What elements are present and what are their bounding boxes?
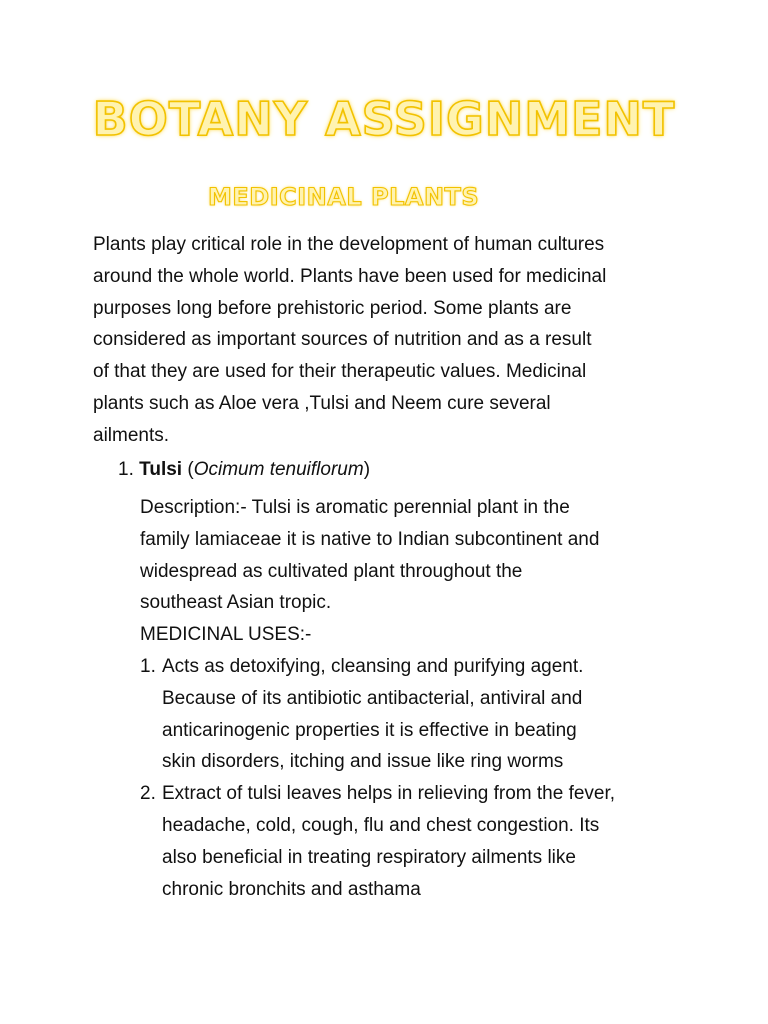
description-line: family lamiaceae it is native to Indian subcontinent and — [140, 528, 600, 550]
plant-name: Tulsi — [139, 459, 183, 480]
intro-line: considered as important sources of nutrition and as a result — [93, 329, 592, 351]
use-line: Because of its antibiotic antibacterial, antiviral and — [162, 687, 583, 709]
description-line: Description:- Tulsi is aromatic perennial plant in the — [140, 497, 570, 518]
description-line: widespread as cultivated plant throughout the — [140, 560, 523, 582]
intro-line: purposes long before prehistoric period. Some plants are — [93, 297, 572, 319]
use-item — [140, 778, 720, 905]
plant-description — [140, 492, 720, 905]
close-paren: ) — [363, 459, 371, 480]
intro-paragraph — [93, 229, 713, 452]
intro-line: plants such as Aloe vera ,Tulsi and Neem cure several — [93, 392, 551, 414]
use-line: anticarinogenic properties it is effective in beating — [162, 719, 577, 741]
intro-line: around the whole world. Plants have been used for medicinal — [93, 265, 607, 287]
use-line: chronic bronchits and asthama — [162, 878, 421, 900]
intro-line: ailments. — [93, 424, 170, 446]
uses-heading: MEDICINAL USES:- — [140, 624, 312, 646]
plant-heading — [118, 459, 370, 481]
intro-line: Plants play critical role in the development of human cultures — [93, 234, 605, 255]
use-item — [140, 651, 720, 778]
use-line: Acts as detoxifying, cleansing and purifying agent. — [162, 655, 584, 677]
plant-scientific-name: Ocimum tenuiflorum — [193, 459, 364, 480]
open-paren: ( — [182, 459, 194, 480]
use-number: 2. — [140, 783, 156, 805]
uses-list — [140, 651, 720, 905]
document-subtitle: MEDICINAL PLANTS — [208, 183, 480, 211]
use-line: skin disorders, itching and issue like ring worms — [162, 751, 564, 773]
document-title: BOTANY ASSIGNMENT — [92, 92, 676, 146]
use-number: 1. — [140, 655, 156, 677]
use-line: also beneficial in treating respiratory ailments like — [162, 846, 576, 868]
use-line: headache, cold, cough, flu and chest congestion. Its — [162, 814, 600, 836]
use-line: Extract of tulsi leaves helps in relieving from the fever, — [162, 783, 616, 805]
description-line: southeast Asian tropic. — [140, 592, 332, 614]
intro-line: of that they are used for their therapeutic values. Medicinal — [93, 361, 587, 383]
plant-number: 1. — [118, 459, 134, 480]
